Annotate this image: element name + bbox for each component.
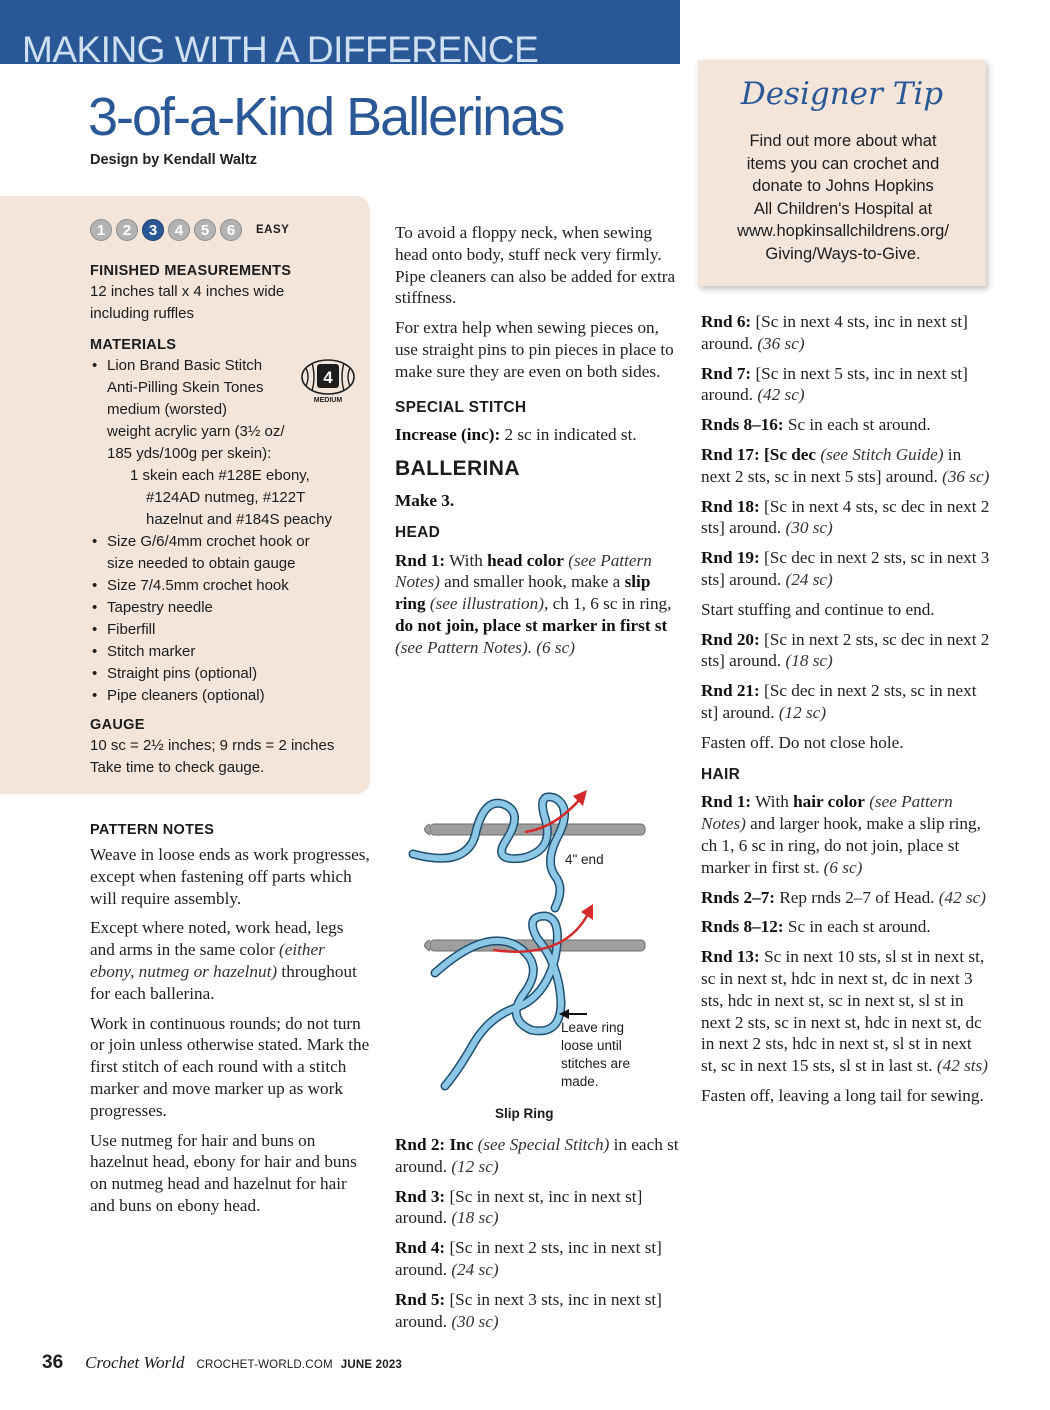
- rnd-instruction: Rnd 5: [Sc in next 3 sts, inc in next st] around. (30 sc): [395, 1289, 662, 1331]
- byline: Design by Kendall Waltz: [90, 152, 258, 168]
- materials-item-cont: 185 yds/100g per skein):: [107, 445, 272, 462]
- finished-line: including ruffles: [90, 305, 194, 322]
- designer-tip-title: Designer Tip: [740, 76, 944, 112]
- skill-level-indicator: [90, 219, 289, 241]
- skill-level-dot: 2: [116, 219, 138, 241]
- designer-tip-link[interactable]: www.hopkinsallchildrens.org/: [737, 222, 949, 241]
- hair-heading: HAIR: [701, 765, 741, 783]
- materials-skein: 1 skein each #128E ebony,: [130, 467, 310, 484]
- figure-label-leave: made.: [561, 1074, 599, 1089]
- materials-skein: hazelnut and #184S peachy: [146, 511, 332, 528]
- rnd-instruction: Rnds 2–7: Rep rnds 2–7 of Head. (42 sc): [701, 887, 987, 907]
- page-footer: [42, 1352, 402, 1374]
- materials-item: • Pipe cleaners (optional): [90, 685, 365, 707]
- designer-tip-line: items you can crochet and: [746, 154, 940, 173]
- slip-ring-illustration: [405, 778, 675, 1128]
- rnd-instruction: Rnd 3: [Sc in next st, inc in next st] around. (18 sc): [395, 1186, 643, 1228]
- designer-tip-line: All Children's Hospital at: [753, 199, 933, 218]
- pattern-note-paragraph: Except where noted, work head, legs and arms in the same color (either ebony, nutmeg or hazelnut) throughout for each ballerina.: [90, 918, 357, 1003]
- materials-item: • Fiberfill: [90, 619, 365, 641]
- rnd-instruction: Rnd 1: With hair color (see Pattern Notes) and larger hook, make a slip ring, ch 1, 6 sc in ring, do not join, place st marker in first st. (6 sc): [701, 792, 981, 877]
- rnd-instruction: Rnd 4: [Sc in next 2 sts, inc in next st] around. (24 sc): [395, 1238, 662, 1279]
- special-stitch-heading: SPECIAL STITCH: [395, 398, 527, 416]
- magazine-name: Crochet World: [85, 1353, 185, 1372]
- rnd-instruction: Rnd 17: [Sc dec (see Stitch Guide) in next 2 sts, sc in next 5 sts] around. (36 sc): [701, 444, 990, 486]
- figure-caption: Slip Ring: [495, 1106, 554, 1121]
- make-count: Make 3.: [395, 490, 455, 510]
- yarn-weight-number: 4: [323, 368, 333, 387]
- pattern-note-paragraph: Weave in loose ends as work progresses, except when fastening off parts which will require assembly.: [90, 845, 370, 908]
- rnd-instruction: Rnd 21: [Sc dec in next 2 sts, sc in next st] around. (12 sc): [701, 681, 977, 722]
- materials-skein: #124AD nutmeg, #122T: [146, 489, 306, 506]
- issue-date: JUNE 2023: [340, 1359, 403, 1371]
- rnd-instruction: Rnd 20: [Sc in next 2 sts, sc dec in next 2 sts] around. (18 sc): [701, 629, 990, 671]
- gauge-line: 10 sc = 2½ inches; 9 rnds = 2 inches: [90, 737, 335, 754]
- skill-level-dot: 5: [194, 219, 216, 241]
- neck-tip-paragraph: To avoid a floppy neck, when sewing head onto body, stuff neck very firmly. Pipe cleaners can also be added for extra stiffness.: [395, 223, 676, 308]
- ballerina-heading: BALLERINA: [395, 457, 520, 481]
- special-stitch-definition: Increase (inc): 2 sc in indicated st.: [395, 425, 637, 445]
- section-banner-text: MAKING WITH A DIFFERENCE: [22, 29, 539, 70]
- yarn-weight-icon: [300, 358, 356, 404]
- designer-tip-line: Find out more about what: [749, 132, 937, 150]
- skill-level-dot: 1: [90, 219, 112, 241]
- rnd-instruction: Rnd 7: [Sc in next 5 sts, inc in next st] around. (42 sc): [701, 363, 968, 405]
- materials-item-cont: size needed to obtain gauge: [107, 555, 296, 572]
- figure-label-leave: stitches are: [561, 1056, 631, 1071]
- designer-tip-link[interactable]: Giving/Ways-to-Give.: [765, 244, 921, 263]
- materials-item-cont: weight acrylic yarn (3½ oz/: [107, 423, 285, 440]
- page-number: 36: [42, 1352, 64, 1373]
- figure-label-leave: loose until: [561, 1038, 622, 1053]
- yarn-weight-label: MEDIUM: [313, 397, 343, 404]
- skill-level-dot-active: 3: [142, 219, 164, 241]
- skill-level-dot: 4: [168, 219, 190, 241]
- figure-label-end: 4" end: [565, 852, 604, 867]
- rnd-instruction: Rnd 19: [Sc dec in next 2 sts, sc in next 3 sts] around. (24 sc): [701, 548, 990, 589]
- middle-column-rounds: [395, 1134, 683, 1340]
- materials-heading: MATERIALS: [90, 337, 177, 353]
- pattern-notes-section: [90, 822, 372, 1225]
- gauge-heading: GAUGE: [90, 717, 145, 733]
- rnd-instruction: Rnds 8–16: Sc in each st around.: [701, 415, 931, 435]
- page-title: 3-of-a-Kind Ballerinas: [88, 87, 564, 147]
- gauge-section: [90, 717, 365, 779]
- materials-item: • Tapestry needle: [90, 597, 365, 619]
- materials-item: • Lion Brand Basic Stitch: [90, 355, 365, 377]
- head-heading: HEAD: [395, 523, 441, 541]
- right-column: [701, 311, 991, 1115]
- rnd-instruction: Rnds 8–12: Sc in each st around.: [701, 917, 931, 937]
- materials-item-cont: medium (worsted): [107, 401, 228, 418]
- rnd-instruction: Rnd 2: Inc (see Special Stitch) in each st around. (12 sc): [395, 1135, 679, 1176]
- rnd-instruction: Rnd 6: [Sc in next 4 sts, inc in next st] around. (36 sc): [701, 312, 968, 353]
- finished-measurements: [90, 263, 360, 325]
- rnd-instruction: Rnd 1: With head color (see Pattern Notes) and smaller hook, make a slip ring (see illustration), ch 1, 6 sc in ring, do not join, place st marker in first st (see Pattern Notes). (6 sc): [395, 550, 672, 657]
- materials-item: • Size G/6/4mm crochet hook or: [90, 531, 365, 553]
- website: CROCHET-WORLD.COM: [196, 1359, 333, 1371]
- pattern-note-paragraph: Work in continuous rounds; do not turn or join unless otherwise stated. Mark the first stitch of each round with a stitch marker and move marker up as work progresses.: [90, 1013, 370, 1120]
- pattern-note-paragraph: Use nutmeg for hair and buns on hazelnut head, ebony for hair and buns on nutmeg head and hazelnut for hair and buns on ebony head.: [90, 1130, 357, 1215]
- figure-label-leave: Leave ring: [561, 1020, 625, 1035]
- middle-column: [395, 222, 683, 667]
- pins-tip-paragraph: For extra help when sewing pieces on, use straight pins to pin pieces in place to make sure they are even on both sides.: [395, 318, 674, 381]
- gauge-line: Take time to check gauge.: [90, 759, 265, 776]
- materials-item: • Straight pins (optional): [90, 663, 365, 685]
- rnd-instruction: Rnd 18: [Sc in next 4 sts, sc dec in next 2 sts] around. (30 sc): [701, 496, 990, 538]
- pattern-notes-heading: PATTERN NOTES: [90, 822, 215, 838]
- finished-heading: FINISHED MEASUREMENTS: [90, 263, 292, 279]
- designer-tip-body: [712, 130, 974, 266]
- materials-item: • Size 7/4.5mm crochet hook: [90, 575, 365, 597]
- rnd-instruction: Rnd 13: Sc in next 10 sts, sl st in next st, sc in next st, hdc in next st, dc in next 3 sts, hdc in next st, sc in next st, sl st in next 2 sts, sc in next st, hdc in next st, dc in next 2 sts, hdc in next st, sl st in next st, sc in next 15 sts, sl st in last st. (42 sts): [701, 947, 988, 1076]
- finished-line: 12 inches tall x 4 inches wide: [90, 283, 285, 300]
- instruction-text: Fasten off. Do not close hole.: [701, 732, 904, 752]
- skill-level-dot: 6: [220, 219, 242, 241]
- materials-item: • Stitch marker: [90, 641, 365, 663]
- instruction-text: Start stuffing and continue to end.: [701, 599, 935, 619]
- designer-tip-line: donate to Johns Hopkins: [752, 177, 934, 196]
- instruction-text: Fasten off, leaving a long tail for sewing.: [701, 1085, 984, 1105]
- materials-item-cont: Anti-Pilling Skein Tones: [107, 379, 264, 396]
- yarn-strand-top: [413, 797, 565, 908]
- skill-level-label: EASY: [256, 224, 290, 236]
